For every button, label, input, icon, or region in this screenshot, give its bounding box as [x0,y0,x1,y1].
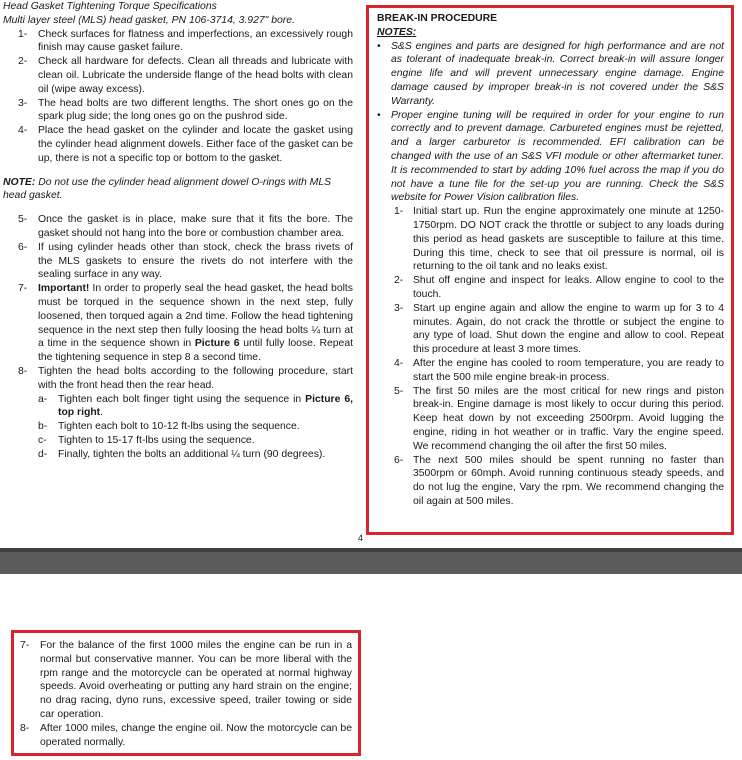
step-number: 6- [394,454,404,466]
list-item [377,302,724,357]
list-item [3,282,353,365]
picture-reference: Picture 6 [194,338,240,350]
step-text: The head bolts are two different lengths. The short ones go on the spark plug side; the long ones go on the pushrod side. [38,97,353,123]
step-number: 3- [394,302,404,314]
step-number: 2- [394,275,404,287]
list-item [3,124,353,165]
list-item [38,434,353,448]
list-item [38,448,353,462]
substep-letter: a- [38,393,48,405]
step-text: Place the head gasket on the cylinder and locate the gasket using the cylinder head alignment dowels. Either face of the gasket can be up, there is not a specific top or bottom to the gasket. [38,125,353,164]
step-text: Shut off engine and inspect for leaks. Allow engine to cool to the touch. [413,275,724,300]
step-text: Check surfaces for flatness and imperfections, an excessively rough finish may cause gasket failure. [38,28,353,54]
list-item [377,357,724,385]
page-separator [0,548,742,574]
substep-text: Tighten each bolt to 10-12 ft-lbs using the sequence. [58,421,300,433]
step-text: until fully loose. Repeat the tightening sequence in step 8 a second time. [38,338,353,364]
bullet-icon: • [377,40,381,52]
page-top-margin [0,574,742,586]
break-in-steps-list [377,205,724,509]
step-text: Initial start up. Run the engine approximately one minute at 1250-1750rpm. DO NOT crack the throttle or subject to any loads during this period as head gaskets are susceptible to failure at this time. During this time, check to see that oil pressure is normal, oil is returning to the oil tank and no leaks exist. [413,206,724,273]
notes-label: NOTES: [377,26,417,38]
gasket-steps-list-continued [3,213,353,461]
page-number: 4 [358,533,364,543]
step-text: Start up engine again and allow the engine to warm up for 3 to 4 minutes. Again, do not crack the throttle or subject the engine to any type of load. Shut down the engine and allow to cool. Repeat this procedure at least 3 more times. [413,302,724,356]
step-number: 6- [18,241,28,253]
list-item [3,97,353,125]
left-column [3,0,353,462]
step-text: For the balance of the first 1000 miles the engine can be run in a normal but conservative manner. You can be more liberal with the rpm range and the motorcycle can be operated at normal highway speeds. Avoid overheating or putting any hard strain on the engine; no drag racing, dyno runs, excessive speed, trailer towing or side car operation. [40,640,352,720]
list-item [3,365,353,462]
substep-tail: . [100,407,104,419]
list-item [38,393,353,421]
list-item [20,639,352,722]
list-item [3,213,353,241]
substep-letter: b- [38,421,48,433]
step-text: In order to properly seal the head gasket, the head bolts must be torqued in the sequence shown in the next step, fully loosened, then torqued again a 2nd time. Follow the head tightening sequence in the next step then fully loosing the head bolts ¼ turn at a time in the sequence shown in [38,283,353,350]
substep-letter: c- [38,434,47,446]
substep-text: Tighten each bolt finger tight using the sequence in [58,393,306,405]
step-number: 4- [18,125,28,137]
step-number: 4- [394,357,404,369]
list-item [377,40,724,109]
bullet-text: Proper engine tuning will be required in order for your engine to run correctly and to prevent damage. Carbureted engines must be rejetted, and a larger carburetor is recommended. EFI calibration can be changed with the use of an S&S VFI module or other aftermarket tuner. It is recommended to start by adding 10% fuel across the map if you do not have a tune file for the set-up you are running. Check the S&S website for Power Vision calibration files. [391,109,724,204]
step-number: 1- [394,206,404,218]
list-item [377,385,724,454]
step-number: 7- [20,640,30,651]
break-in-highlight-box [366,5,734,535]
step-text: The first 50 miles are the most critical for new rings and piston break-in. Engine damage is most likely to occur during this period. Keep heat down by not exceeding 2500rpm. Avoid lugging the engine, riding in hot weather or in traffic. Vary the engine speed. We recommend changing the oil after the first 50 miles. [413,385,724,452]
step-number: 5- [18,214,28,226]
picture-reference: Picture 6, top right [58,393,353,419]
step-text: Once the gasket is in place, make sure that it fits the bore. The gasket should not hang into the bore or combustion chamber area. [38,214,353,239]
list-item [3,28,353,56]
step-number: 2- [18,56,28,68]
break-in-title: BREAK-IN PROCEDURE [377,13,498,24]
step-number: 8- [20,722,30,734]
substep-text: Tighten to 15-17 ft-lbs using the sequence. [58,434,255,446]
substep-text: Finally, tighten the bolts an additional ¼ turn (90 degrees). [58,448,326,460]
note-text: Do not use the cylinder head alignment dowel O-rings with MLS head gasket. [3,176,332,202]
dowel-note [3,176,353,204]
step-number: 7- [18,283,28,295]
gasket-spec-subtitle: Multi layer steel (MLS) head gasket, PN 106-3714, 3.927" bore. [3,14,295,26]
note-label: NOTE: [3,176,36,188]
tightening-substeps [38,393,353,462]
notes-bullets [377,40,724,206]
step-number: 5- [394,385,404,397]
torque-spec-title: Head Gasket Tightening Torque Specifications [3,1,217,12]
list-item [20,722,352,750]
important-label: Important! [38,283,90,295]
continued-break-in-highlight-box [11,630,361,756]
list-item [3,241,353,282]
list-item [3,55,353,96]
document-page-lower [0,586,742,760]
step-number: 3- [18,97,28,109]
step-text: Check all hardware for defects. Clean all threads and lubricate with clean oil. Lubricate the underside flange of the head bolts with clean oil (wipe away excess). [38,56,353,95]
bullet-text: S&S engines and parts are designed for high performance and are not as tolerant of inadequate break-in. Correct break-in will assure longer engine life and will prevent unnecessary engine damage. Engine damage caused by improper break-in is not covered under the S&S Warranty. [391,40,724,107]
step-number: 1- [18,28,28,40]
step-text: If using cylinder heads other than stock, check the brass rivets of the MLS gaskets to ensure the rivets do not interfere with the sealing surface in any way. [38,241,353,281]
bullet-icon: • [377,109,381,121]
step-text: The next 500 miles should be spent running no faster than 3500rpm or 60mph. Avoid running continuous steady speeds, and do not lug the engine, Vary the rpm. We recommend changing the oil again at 500 miles. [413,454,724,507]
list-item [377,109,724,206]
step-number: 8- [18,365,28,377]
list-item [377,205,724,274]
continued-steps-list [20,639,352,749]
step-text: After the engine has cooled to room temperature, you are ready to start the 500 mile engine break-in process. [413,357,724,383]
list-item [377,274,724,302]
step-text: After 1000 miles, change the engine oil. Now the motorcycle can be operated normally. [40,722,352,748]
substep-letter: d- [38,448,48,460]
step-text: Tighten the head bolts according to the following procedure, start with the front head then the rear head. [38,365,353,391]
gasket-steps-list [3,28,353,166]
list-item [377,454,724,509]
list-item [38,420,353,434]
